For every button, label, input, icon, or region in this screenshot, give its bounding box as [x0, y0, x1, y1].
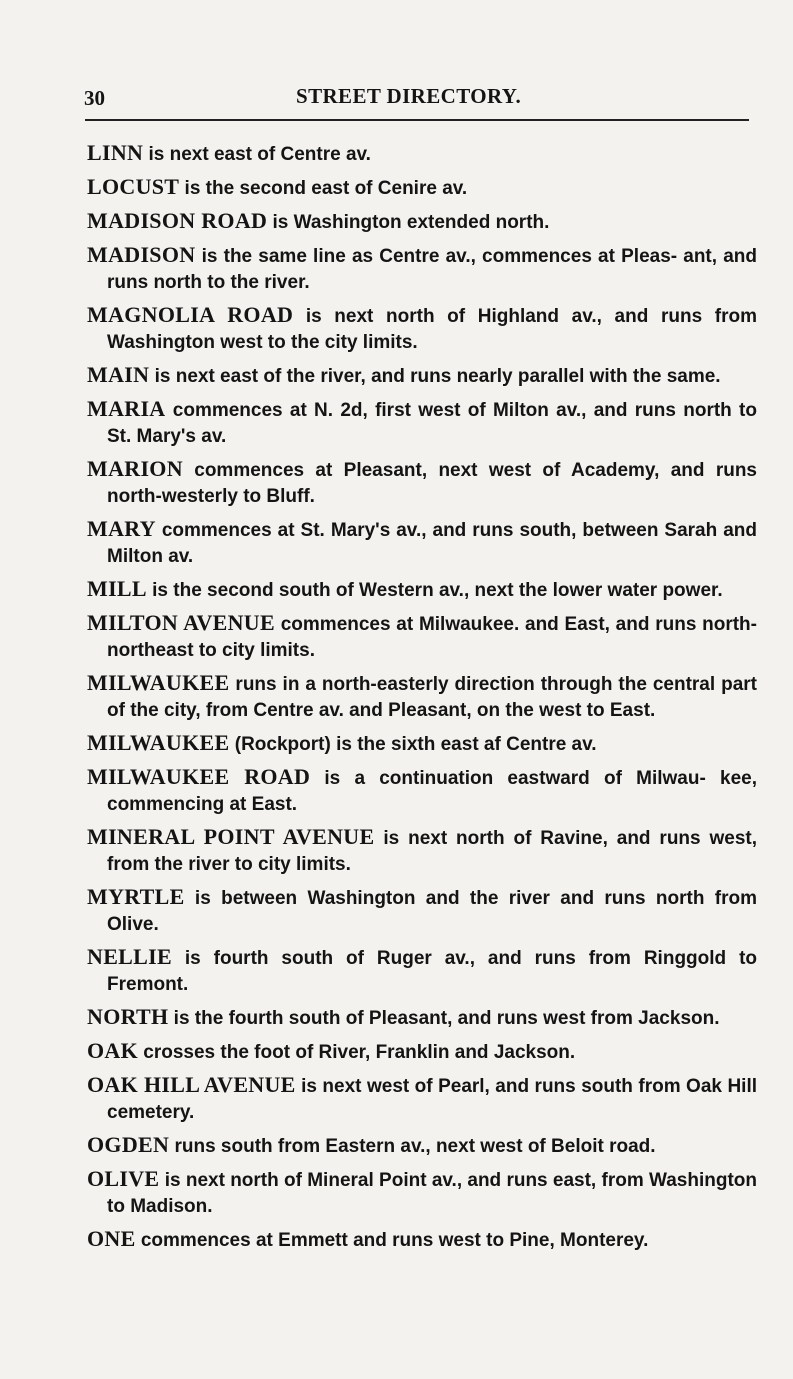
- street-entry: [87, 208, 757, 236]
- street-entry: [87, 174, 757, 202]
- street-name: MILTON AVENUE: [87, 610, 275, 635]
- street-description: crosses the foot of River, Franklin and Jackson.: [138, 1042, 576, 1063]
- street-entry: [87, 610, 757, 664]
- street-entry: [87, 302, 757, 356]
- street-name: MILL: [87, 576, 147, 601]
- street-name: MARY: [87, 516, 156, 541]
- street-description: commences at Pleasant, next west of Academy, and runs north-westerly to Bluff.: [107, 460, 757, 507]
- street-description: commences at N. 2d, first west of Milton av., and runs north to St. Mary's av.: [107, 400, 757, 447]
- street-entry: [87, 824, 757, 878]
- street-description: is the same line as Centre av., commences at Pleas- ant, and runs north to the river.: [107, 246, 757, 293]
- street-description: is the second south of Western av., next the lower water power.: [146, 580, 723, 601]
- street-name: MILWAUKEE: [87, 730, 230, 755]
- header-rule: [85, 119, 749, 121]
- page-number: 30: [84, 86, 105, 110]
- street-description: commences at St. Mary's av., and runs south, between Sarah and Milton av.: [107, 520, 757, 567]
- street-entry: [87, 140, 757, 168]
- street-description: is next north of Mineral Point av., and runs east, from Washington to Madison.: [107, 1170, 757, 1217]
- street-description: commences at Emmett and runs west to Pine, Monterey.: [135, 1230, 649, 1251]
- street-name: MARIA: [87, 396, 166, 421]
- street-entry: [87, 396, 757, 450]
- street-entry: [87, 884, 757, 938]
- street-entries: [87, 140, 757, 1260]
- street-description: is next west of Pearl, and runs south from Oak Hill cemetery.: [107, 1076, 757, 1123]
- street-name: MINERAL POINT AVENUE: [87, 824, 375, 849]
- street-entry: [87, 944, 757, 998]
- street-description: is a continuation eastward of Milwau- kee, commencing at East.: [107, 768, 757, 815]
- street-entry: [87, 576, 757, 604]
- street-entry: [87, 1226, 757, 1254]
- street-name: OGDEN: [87, 1132, 170, 1157]
- street-name: ONE: [87, 1226, 136, 1251]
- street-name: OAK HILL AVENUE: [87, 1072, 296, 1097]
- street-description: (Rockport) is the sixth east af Centre av.: [229, 734, 597, 755]
- street-name: OLIVE: [87, 1166, 160, 1191]
- street-description: is the fourth south of Pleasant, and runs west from Jackson.: [168, 1008, 720, 1029]
- street-name: MILWAUKEE ROAD: [87, 764, 311, 789]
- street-name: MILWAUKEE: [87, 670, 230, 695]
- street-entry: [87, 362, 757, 390]
- street-description: is Washington extended north.: [267, 212, 550, 233]
- street-description: runs in a north-easterly direction through the central part of the city, from Centre av. and Pleasant, on the west to East.: [107, 674, 757, 721]
- street-name: LINN: [87, 140, 144, 165]
- street-entry: [87, 456, 757, 510]
- street-entry: [87, 670, 757, 724]
- street-description: is between Washington and the river and runs north from Olive.: [107, 888, 757, 935]
- street-name: MYRTLE: [87, 884, 185, 909]
- street-description: commences at Milwaukee. and East, and runs north-northeast to city limits.: [107, 614, 757, 661]
- street-description: is fourth south of Ruger av., and runs from Ringgold to Fremont.: [107, 948, 757, 995]
- street-name: MAIN: [87, 362, 150, 387]
- street-entry: [87, 516, 757, 570]
- street-name: NORTH: [87, 1004, 169, 1029]
- street-description: is next east of the river, and runs nearly parallel with the same.: [149, 366, 721, 387]
- street-name: OAK: [87, 1038, 139, 1063]
- street-description: is next east of Centre av.: [143, 144, 371, 165]
- street-name: NELLIE: [87, 944, 172, 969]
- street-entry: [87, 1072, 757, 1126]
- street-description: is next north of Ravine, and runs west, from the river to city limits.: [107, 828, 758, 875]
- street-entry: [87, 1166, 757, 1220]
- street-entry: [87, 764, 757, 818]
- street-entry: [87, 1132, 757, 1160]
- street-entry: [87, 1038, 757, 1066]
- street-description: is next north of Highland av., and runs from Washington west to the city limits.: [107, 306, 757, 353]
- running-head: STREET DIRECTORY.: [296, 84, 522, 108]
- street-entry: [87, 730, 757, 758]
- street-name: MAGNOLIA ROAD: [87, 302, 294, 327]
- street-entry: [87, 242, 757, 296]
- street-name: MARION: [87, 456, 183, 481]
- street-name: MADISON: [87, 242, 196, 267]
- street-description: is the second east of Cenire av.: [179, 178, 468, 199]
- street-name: LOCUST: [87, 174, 180, 199]
- street-name: MADISON ROAD: [87, 208, 268, 233]
- street-description: runs south from Eastern av., next west of Beloit road.: [169, 1136, 656, 1157]
- street-entry: [87, 1004, 757, 1032]
